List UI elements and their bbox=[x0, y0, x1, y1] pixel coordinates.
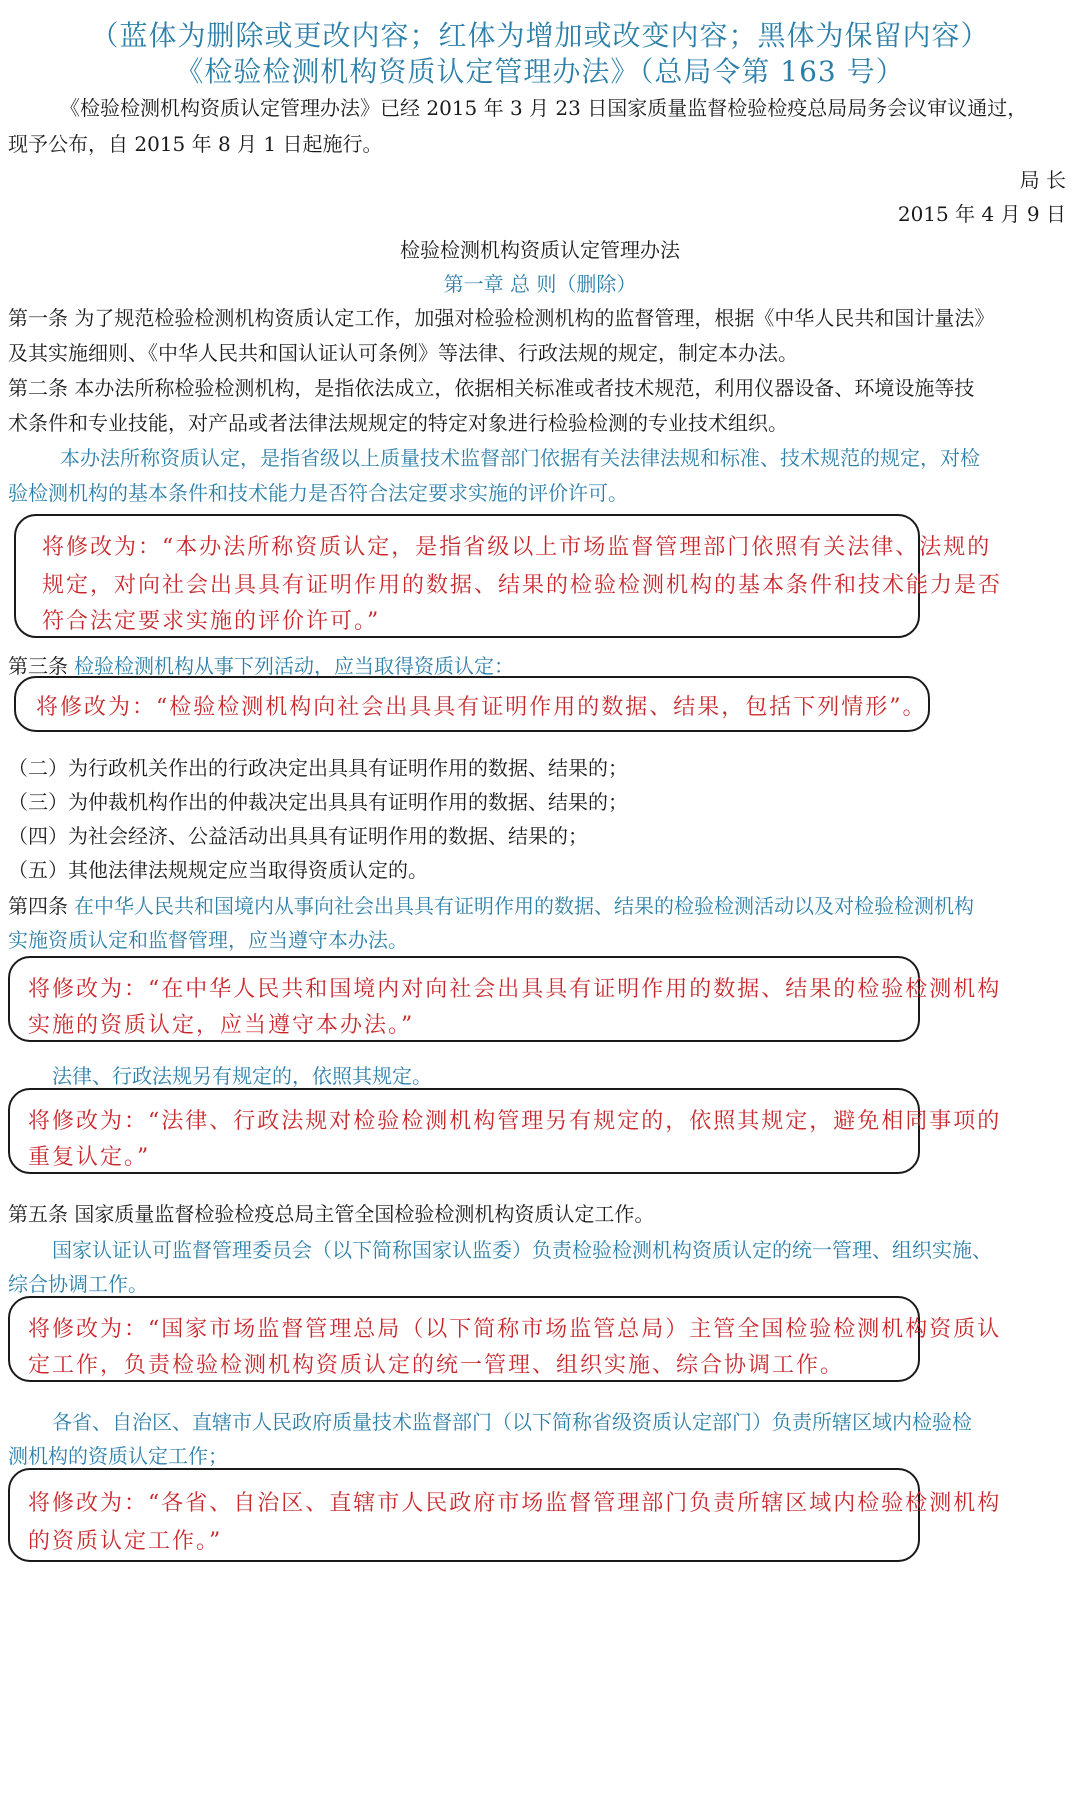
amendment-box-article-5-a bbox=[8, 1296, 1002, 1382]
article-5-para-2-line-2: 综合协调工作。 bbox=[8, 1272, 148, 1296]
amendment-text: 实施的资质认定，应当遵守本办法。” bbox=[28, 1013, 415, 1038]
amendment-box-article-4-a bbox=[8, 956, 1002, 1042]
article-3-item: （四）为社会经济、公益活动出具具有证明作用的数据、结果的； bbox=[8, 824, 588, 848]
article-1-line-1: 第一条 为了规范检验检测机构资质认定工作，加强对检验检测机构的监督管理，根据《中华人民共和国计量法》 bbox=[8, 306, 995, 330]
article-3-item: （三）为仲裁机构作出的仲裁决定出具具有证明作用的数据、结果的； bbox=[8, 790, 628, 814]
article-4-text-line-1: 在中华人民共和国境内从事向社会出具具有证明作用的数据、结果的检验检测活动以及对检验检测机构 bbox=[74, 894, 974, 918]
amendment-text: 规定，对向社会出具具有证明作用的数据、结果的检验检测机构的基本条件和技术能力是否 bbox=[42, 573, 1003, 598]
article-5-para-3-line-2: 测机构的资质认定工作； bbox=[8, 1444, 228, 1468]
amendment-box-article-4-b bbox=[8, 1088, 1002, 1174]
amendment-box-article-5-b bbox=[8, 1468, 1002, 1562]
article-5-para-3-line-1: 各省、自治区、直辖市人民政府质量技术监督部门（以下简称省级资质认定部门）负责所辖区域内检验检 bbox=[52, 1410, 972, 1434]
amendment-box-article-2 bbox=[14, 514, 1003, 638]
intro-line-2: 现予公布，自 2015 年 8 月 1 日起施行。 bbox=[8, 132, 383, 156]
amendment-text: 将修改为：“各省、自治区、直辖市人民政府市场监督管理部门负责所辖区域内检验检测机构 bbox=[28, 1491, 1002, 1516]
article-4-para-2: 法律、行政法规另有规定的，依照其规定。 bbox=[52, 1064, 432, 1088]
signature: 局 长 bbox=[1019, 168, 1066, 192]
amendment-text: 的资质认定工作。” bbox=[28, 1529, 223, 1554]
amendment-text: 重复认定。” bbox=[28, 1145, 151, 1170]
page-title: 《检验检测机构资质认定管理办法》（总局令第 163 号） bbox=[175, 55, 905, 88]
article-3-text: 检验检测机构从事下列活动，应当取得资质认定： bbox=[74, 654, 514, 678]
article-4-text-line-2: 实施资质认定和监督管理，应当遵守本办法。 bbox=[8, 928, 408, 952]
article-5-line-1: 第五条 国家质量监督检验检疫总局主管全国检验检测机构资质认定工作。 bbox=[8, 1202, 655, 1226]
amendment-box-article-3 bbox=[14, 676, 930, 732]
article-3-label: 第三条 bbox=[8, 654, 68, 678]
document-title: 检验检测机构资质认定管理办法 bbox=[400, 238, 680, 262]
article-3-item: （二）为行政机关作出的行政决定出具具有证明作用的数据、结果的； bbox=[8, 756, 628, 780]
amendment-text: 将修改为：“本办法所称资质认定，是指省级以上市场监督管理部门依照有关法律、法规的 bbox=[42, 535, 992, 560]
decree-date: 2015 年 4 月 9 日 bbox=[897, 202, 1066, 226]
intro-line-1: 《检验检测机构资质认定管理办法》已经 2015 年 3 月 23 日国家质量监督检验检疫总局局务会议审议通过， bbox=[60, 96, 1028, 120]
article-2-para-2-line-1: 本办法所称资质认定，是指省级以上质量技术监督部门依据有关法律法规和标准、技术规范的规定，对检 bbox=[60, 446, 980, 470]
chapter-heading: 第一章 总 则（删除） bbox=[443, 272, 637, 296]
amendment-text: 定工作，负责检验检测机构资质认定的统一管理、组织实施、综合协调工作。 bbox=[28, 1353, 845, 1378]
article-1-line-2: 及其实施细则、《中华人民共和国认证认可条例》等法律、行政法规的规定，制定本办法。 bbox=[8, 341, 798, 365]
article-2-para-2-line-2: 验检测机构的基本条件和技术能力是否符合法定要求实施的评价许可。 bbox=[8, 481, 628, 505]
amendment-text: 将修改为：“检验检测机构向社会出具具有证明作用的数据、结果，包括下列情形”。 bbox=[36, 695, 927, 720]
amendment-text: 将修改为：“国家市场监督管理总局（以下简称市场监管总局）主管全国检验检测机构资质认 bbox=[28, 1317, 1002, 1342]
amendment-text: 符合法定要求实施的评价许可。” bbox=[42, 609, 381, 634]
article-2-line-1: 第二条 本办法所称检验检测机构，是指依法成立，依据相关标准或者技术规范，利用仪器设备、环境设施等技 bbox=[8, 376, 975, 400]
article-3-item: （五）其他法律法规规定应当取得资质认定的。 bbox=[8, 858, 428, 882]
article-4-label: 第四条 bbox=[8, 894, 68, 918]
legend-note: （蓝体为删除或更改内容；红体为增加或改变内容；黑体为保留内容） bbox=[90, 19, 990, 52]
article-2-line-2: 术条件和专业技能，对产品或者法律法规规定的特定对象进行检验检测的专业技术组织。 bbox=[8, 411, 788, 435]
amendment-text: 将修改为：“法律、行政法规对检验检测机构管理另有规定的，依照其规定，避免相同事项的 bbox=[28, 1109, 1002, 1134]
article-5-para-2-line-1: 国家认证认可监督管理委员会（以下简称国家认监委）负责检验检测机构资质认定的统一管理、组织实施、 bbox=[52, 1238, 992, 1262]
amendment-text: 将修改为：“在中华人民共和国境内对向社会出具具有证明作用的数据、结果的检验检测机构 bbox=[28, 977, 1002, 1002]
